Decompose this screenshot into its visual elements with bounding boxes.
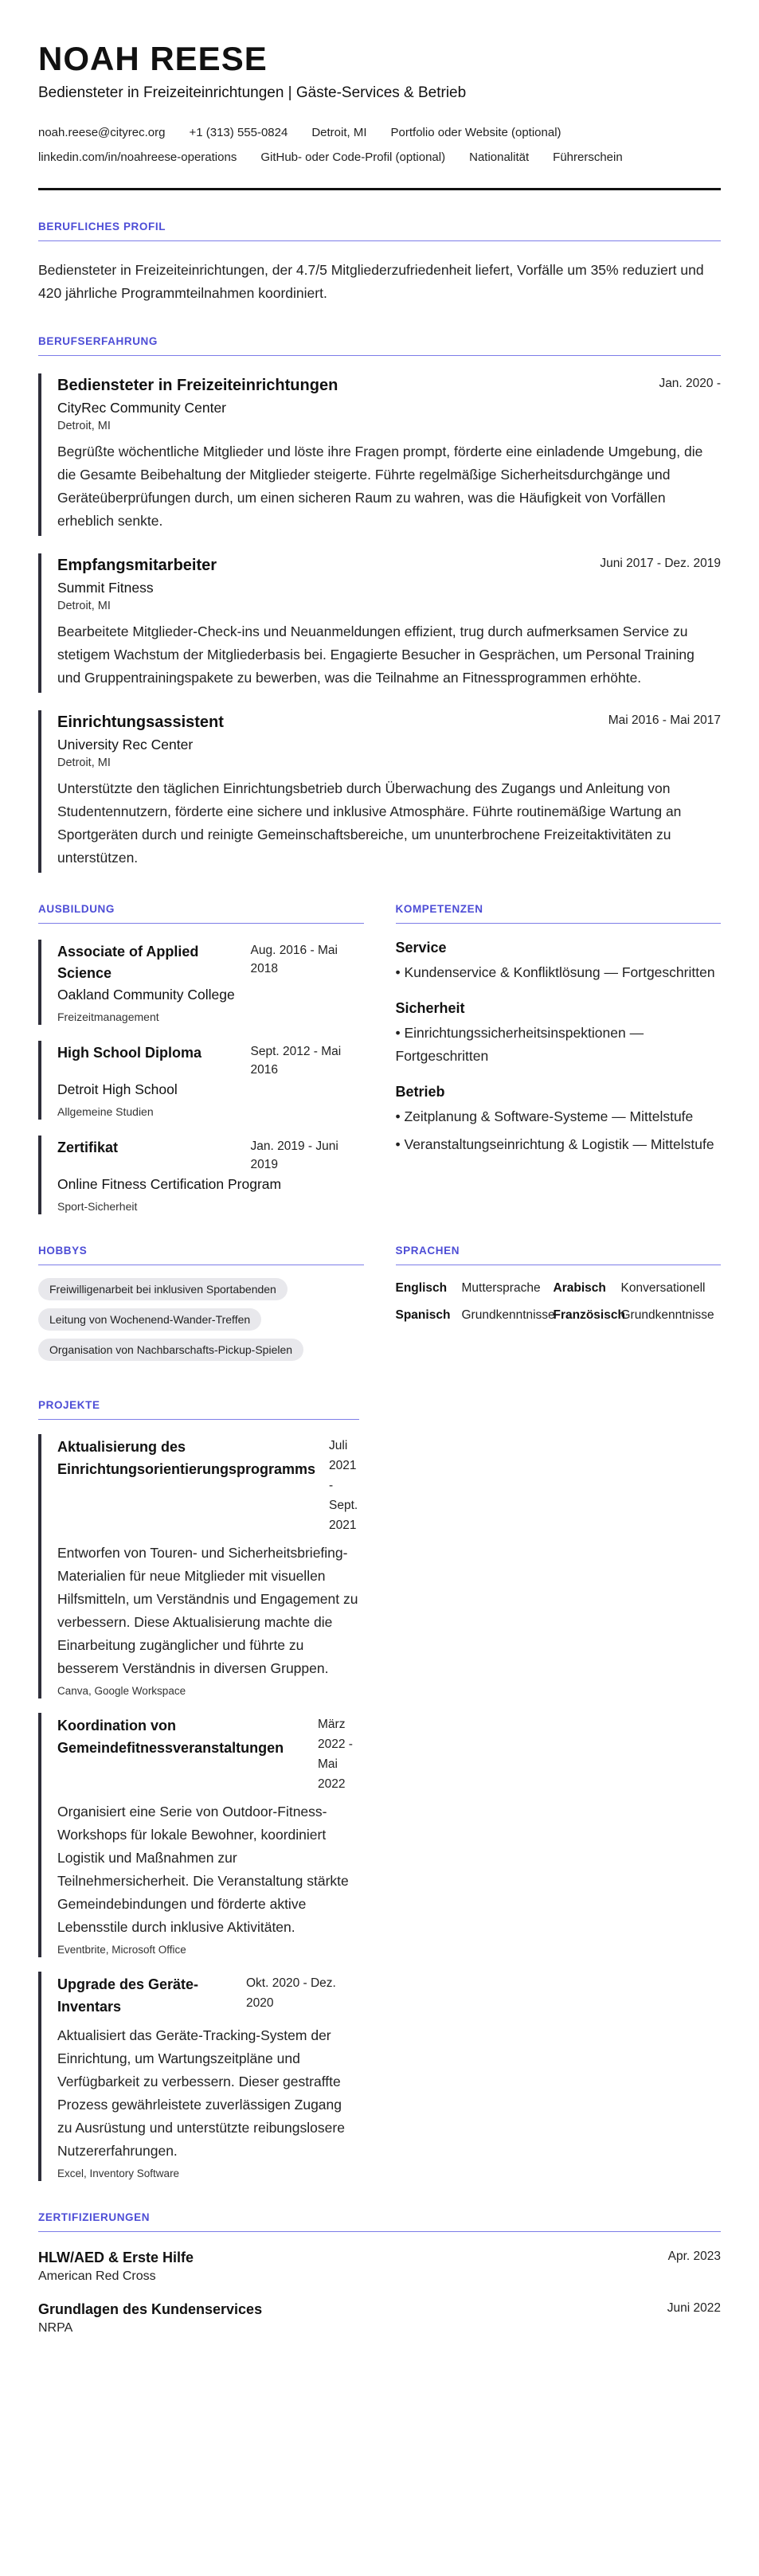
job-title: Empfangsmitarbeiter [57, 557, 217, 574]
hobby-tags [38, 1278, 364, 1369]
field-of-study: Sport-Sicherheit [57, 1200, 138, 1213]
section-title-skills: KOMPETENZEN [396, 903, 722, 924]
contact-portfolio[interactable]: Portfolio oder Website (optional) [390, 126, 561, 139]
project-date: März 2022 - Mai 2022 [318, 1718, 353, 1791]
certification-date: Apr. 2023 [667, 2250, 721, 2263]
job-date: Mai 2016 - Mai 2017 [608, 713, 721, 727]
degree: Zertifikat [57, 1139, 119, 1155]
projects-section [38, 1399, 359, 2181]
section-title-hobbies: HOBBYS [38, 1245, 364, 1265]
project-date: Okt. 2020 - Dez. 2020 [246, 1976, 336, 2010]
section-title-certifications: ZERTIFIZIERUNGEN [38, 2211, 721, 2232]
language-level: Muttersprache [461, 1281, 541, 1295]
profile-summary: Bediensteter in Freizeiteinrichtungen, der 4.7/5 Mitgliederzufriedenheit liefert, Vorfälle um 35% reduziert und 420 jährliche Programmteilnahmen koordiniert. [38, 262, 704, 301]
experience-entry [38, 373, 721, 536]
school: Online Fitness Certification Program [57, 1176, 282, 1192]
hobby-tag: Leitung von Wochenend-Wander-Treffen [38, 1308, 261, 1331]
section-title-profile: BERUFLICHES PROFIL [38, 221, 721, 241]
person-name: NOAH REESE [38, 40, 268, 77]
contact-list [38, 126, 721, 164]
skills-column [396, 873, 722, 1214]
certification-issuer: NRPA [38, 2321, 73, 2335]
language-level: Grundkenntnisse [461, 1308, 555, 1322]
project-description: Entworfen von Touren- und Sicherheitsbriefing-Materialien für neue Mitglieder mit visuellen Hilfsmitteln, um Verständnis und Engagement zu verbessern. Diese Aktualisierung machte die Einarbeitung zugänglicher und führte zu besserem Verständnis in diversen Gruppen. [57, 1545, 358, 1676]
job-company: CityRec Community Center [57, 400, 226, 416]
skill-item: • Einrichtungssicherheitsinspektionen — Fortgeschritten [395, 1025, 644, 1064]
education-date: Aug. 2016 - Mai 2018 [250, 944, 338, 975]
job-title: Bediensteter in Freizeiteinrichtungen [57, 377, 338, 394]
project-title: Upgrade des Geräte-Inventars [57, 1976, 199, 2015]
job-description: Bearbeitete Mitglieder-Check-ins und Neuanmeldungen effizient, trug durch aufmerksamen Service zu stetigem Wachstum der Mitgliederbasis bei. Engagierte Besucher in Gesprächen, um Personal Training und Gruppentrainingspakete zu bewerben, was die Teilnahme an Fitnessprogrammen erhöhte. [57, 623, 694, 686]
project-date: Juli 2021 - Sept. 2021 [329, 1439, 358, 1532]
hobby-tag: Freiwilligenarbeit bei inklusiven Sportabenden [38, 1278, 288, 1300]
skill-item: • Veranstaltungseinrichtung & Logistik — Mittelstufe [395, 1136, 714, 1152]
certification-name: HLW/AED & Erste Hilfe [38, 2250, 194, 2265]
section-title-projects: PROJEKTE [38, 1399, 359, 1420]
contact-github[interactable]: GitHub- oder Code-Profil (optional) [260, 150, 446, 164]
project-tools: Eventbrite, Microsoft Office [57, 1944, 186, 1956]
education-date: Sept. 2012 - Mai 2016 [250, 1045, 342, 1077]
contact-email[interactable]: noah.reese@cityrec.org [38, 126, 166, 139]
language-level: Konversationell [620, 1281, 706, 1295]
header-divider [38, 188, 721, 190]
job-company: University Rec Center [57, 737, 194, 752]
degree: Associate of Applied Science [57, 944, 199, 981]
experience-entry [38, 710, 721, 873]
school: Oakland Community College [57, 987, 235, 1003]
section-title-languages: SPRACHEN [396, 1245, 722, 1265]
project-entry [38, 1972, 359, 2181]
language-name: Englisch [395, 1281, 448, 1295]
certification-entry [38, 2250, 721, 2284]
education-date: Jan. 2019 - Juni 2019 [250, 1139, 338, 1171]
job-title: Einrichtungsassistent [57, 713, 224, 731]
job-description: Begrüßte wöchentliche Mitglieder und löste ihre Fragen prompt, förderte eine einladende Umgebung, die die Gesamte Beibehaltung der Mitglieder steigerte. Führte regelmäßige Sicherheitsdurchgänge und Geräteüberprüfungen durch, um einen sicheren Raum zu wahren, was die Häufigkeit von Vorfällen erheblich senkte. [57, 444, 703, 529]
headline: Bediensteter in Freizeiteinrichtungen | Gäste-Services & Betrieb [38, 84, 467, 101]
field-of-study: Allgemeine Studien [57, 1105, 154, 1118]
degree: High School Diploma [57, 1045, 202, 1061]
job-date: Jan. 2020 - [659, 377, 721, 390]
certification-issuer: American Red Cross [38, 2269, 156, 2283]
contact-phone[interactable]: +1 (313) 555-0824 [189, 126, 288, 139]
language-name: Französisch [553, 1308, 625, 1322]
job-date: Juni 2017 - Dez. 2019 [600, 557, 721, 570]
field-of-study: Freizeitmanagement [57, 1010, 159, 1023]
project-description: Organisiert eine Serie von Outdoor-Fitness-Workshops für lokale Bewohner, koordiniert Logistik und Maßnahmen zur Teilnehmersicherheit. Die Veranstaltung stärkte Gemeindebindungen und förderte aktive Lebensstile durch inklusive Aktivitäten. [57, 1804, 349, 1935]
certification-name: Grundlagen des Kundenservices [38, 2301, 263, 2317]
skill-category: Betrieb [395, 1084, 445, 1100]
job-location: Detroit, MI [57, 756, 111, 769]
project-tools: Excel, Inventory Software [57, 2168, 180, 2179]
education-entry [38, 1136, 364, 1214]
two-column-row [38, 1214, 721, 1369]
section-title-education: AUSBILDUNG [38, 903, 364, 924]
contact-location: Detroit, MI [311, 126, 367, 139]
contact-nationality: Nationalität [469, 150, 530, 164]
education-entry [38, 1041, 364, 1120]
education-entry [38, 940, 364, 1025]
school: Detroit High School [57, 1081, 178, 1097]
project-entry [38, 1434, 359, 1698]
hobbies-column [38, 1214, 364, 1369]
section-title-experience: BERUFSERFAHRUNG [38, 335, 721, 356]
project-title: Aktualisierung des Einrichtungsorientierungsprogramms [57, 1439, 316, 1477]
project-description: Aktualisiert das Geräte-Tracking-System der Einrichtung, um Wartungszeitpläne und Verfügbarkeit zu verbessern. Dieser gestraffte Prozess gewährleistete zuverlässigen Zugang zu Ausrüstung und unterstützte reibungslosere Nutzererfahrungen. [57, 2027, 345, 2159]
skill-item: • Kundenservice & Konfliktlösung — Fortgeschritten [395, 964, 715, 980]
resume-header [38, 40, 721, 190]
certification-entry [38, 2301, 721, 2336]
skill-category: Service [395, 940, 447, 956]
language-list [396, 1281, 722, 1323]
experience-entry [38, 553, 721, 693]
skill-item: • Zeitplanung & Software-Systeme — Mittelstufe [395, 1108, 694, 1124]
job-location: Detroit, MI [57, 600, 111, 612]
job-location: Detroit, MI [57, 420, 111, 432]
contact-linkedin[interactable]: linkedin.com/in/noahreese-operations [38, 150, 237, 164]
project-title: Koordination von Gemeindefitnessveranstaltungen [57, 1718, 284, 1756]
hobby-tag: Organisation von Nachbarschafts-Pickup-Spielen [38, 1339, 303, 1361]
language-name: Arabisch [553, 1281, 606, 1295]
job-description: Unterstützte den täglichen Einrichtungsbetrieb durch Überwachung des Zugangs und Anleitung von Studentennutzern, förderte eine sichere und inklusive Atmosphäre. Führte routinemäßige Wartung an Sportgeräten durch und reinigte Gemeinschaftsbereiche, um ununterbrochene Freizeitaktivitäten zu unterstützen. [57, 780, 682, 866]
two-column-row [38, 873, 721, 1214]
project-tools: Canva, Google Workspace [57, 1685, 186, 1697]
languages-column [396, 1214, 722, 1369]
language-name: Spanisch [395, 1308, 451, 1322]
project-entry [38, 1713, 359, 1957]
contact-license: Führerschein [553, 150, 623, 164]
language-level: Grundkenntnisse [620, 1308, 714, 1322]
skill-category: Sicherheit [395, 1000, 465, 1016]
education-column [38, 873, 364, 1214]
certification-date: Juni 2022 [667, 2301, 721, 2315]
job-company: Summit Fitness [57, 580, 154, 596]
